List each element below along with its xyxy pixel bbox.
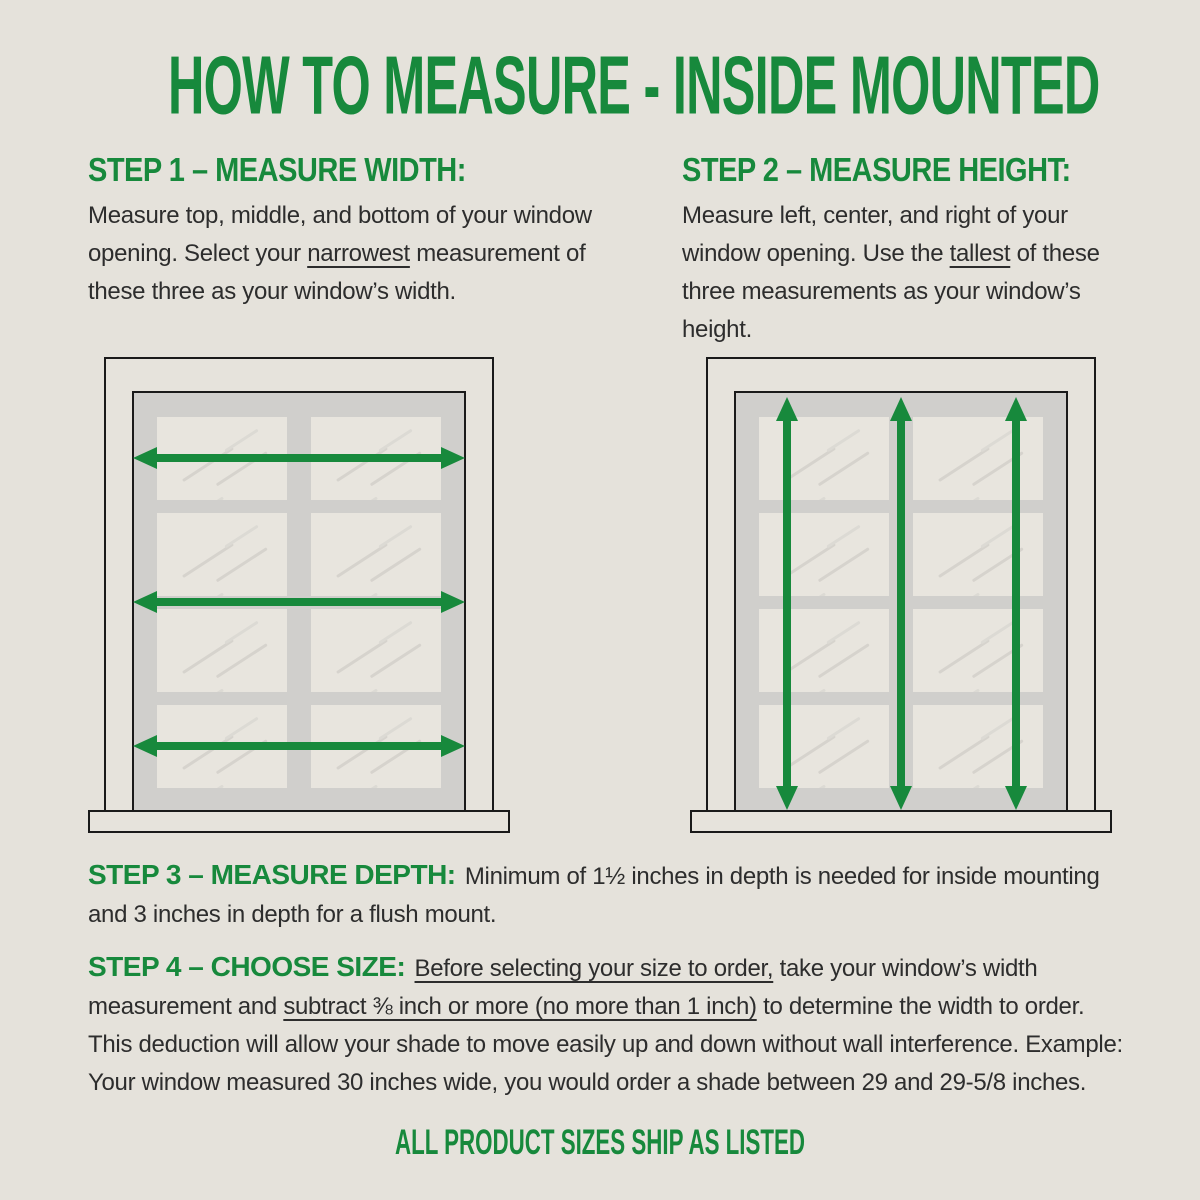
width-measure-window (88, 357, 510, 833)
step4-text (88, 948, 1132, 1102)
footer-note: ALL PRODUCT SIZES SHIP AS LISTED (394, 1122, 806, 1163)
height-measure-window (690, 357, 1112, 833)
width-arrow-middle (133, 591, 465, 613)
step4-body-a: take your window’s width measurement and (88, 955, 1038, 1020)
step2-heading: STEP 2 – MEASURE HEIGHT: (682, 152, 1071, 189)
height-arrow-right (1005, 397, 1027, 810)
width-arrows-overlay (88, 357, 510, 833)
step4-heading: STEP 4 – CHOOSE SIZE: (88, 951, 406, 982)
step4-underlined-b: subtract ⅜ inch or more (no more than 1 inch) (283, 993, 757, 1020)
height-arrow-left (776, 397, 798, 810)
step4-underlined-a: Before selecting your size to order, (414, 955, 774, 982)
page-title: HOW TO MEASURE - INSIDE MOUNTED (167, 39, 1100, 132)
step3-body: Minimum of 1½ inches in depth is needed for inside mounting and 3 inches in depth for a flush mount. (88, 863, 1100, 928)
step3-text (88, 856, 1132, 934)
height-arrows-overlay (690, 357, 1112, 833)
window-diagrams (88, 357, 1112, 833)
step2-underlined-term: tallest (949, 240, 1011, 267)
width-arrow-top (133, 447, 465, 469)
step1-section (88, 152, 608, 349)
step1-text-b: measurement of these three as your window’s width. (88, 240, 586, 305)
step1-underlined-term: narrowest (307, 240, 410, 267)
height-arrow-center (890, 397, 912, 810)
step1-text-a: Measure top, middle, and bottom of your window opening. Select your (88, 202, 592, 267)
step2-description (682, 197, 1128, 349)
step4-body-b: to determine the width to order. This deduction will allow your shade to move easily up and down without wall interference. Example: Your window measured 30 inches wide, you would order a shade between 29 and 29-5/8 inches. (88, 993, 1123, 1096)
step3-heading: STEP 3 – MEASURE DEPTH: (88, 859, 456, 890)
step-columns (88, 152, 1128, 349)
step2-section (682, 152, 1128, 349)
width-arrow-bottom (133, 735, 465, 757)
step1-description (88, 197, 608, 311)
step1-heading: STEP 1 – MEASURE WIDTH: (88, 152, 466, 189)
step2-text-b: of these three measurements as your window’s height. (682, 240, 1100, 343)
step2-text-a: Measure left, center, and right of your window opening. Use the (682, 202, 1068, 267)
